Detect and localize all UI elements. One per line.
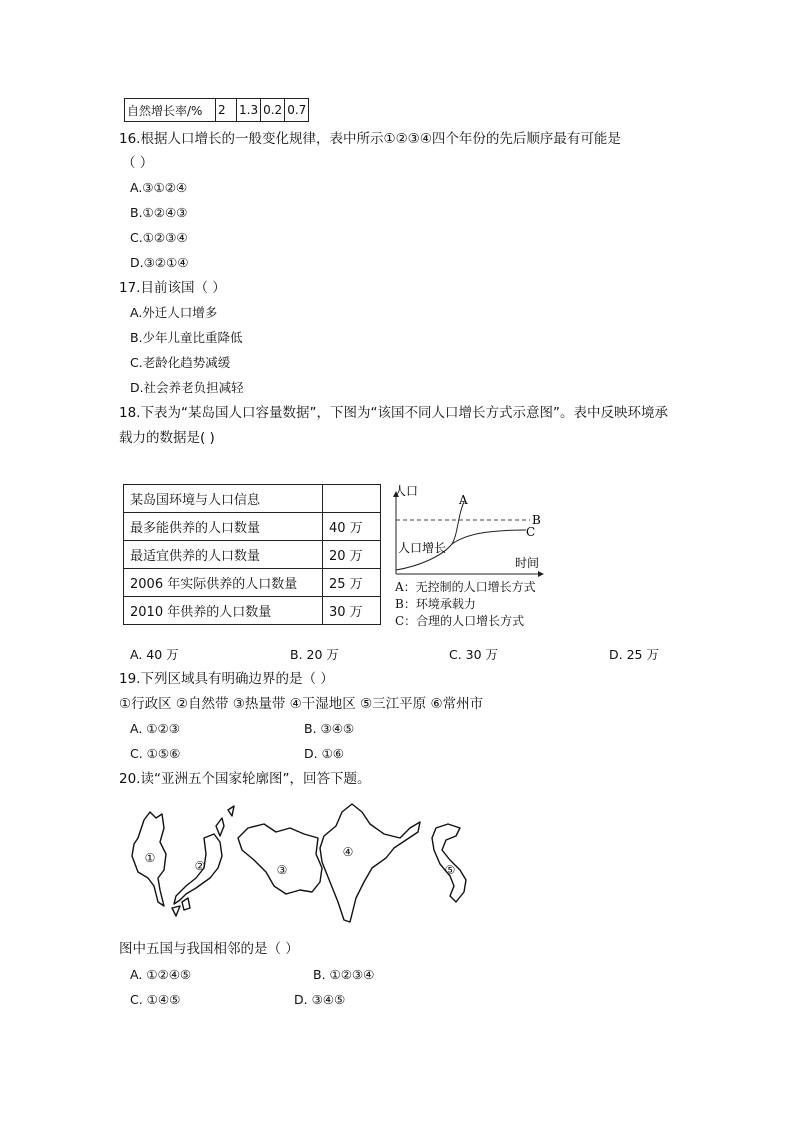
q16-stem: 16.根据人口增长的一般变化规律，表中所示①②③④四个年份的先后顺序最有可能是 xyxy=(119,131,621,147)
table-value-cell: 25 万 xyxy=(323,569,381,597)
q20-option-c[interactable]: C. ①④⑤ xyxy=(130,992,181,1007)
q18-stem-line2: 载力的数据是( ) xyxy=(119,430,215,446)
map-label-2: ② xyxy=(194,859,206,873)
uncontrolled-growth-curve-a xyxy=(396,502,464,570)
q19-items: ①行政区 ②自然带 ③热量带 ④干湿地区 ⑤三江平原 ⑥常州市 xyxy=(119,696,484,712)
map-label-4: ④ xyxy=(342,845,354,859)
country-outline-4 xyxy=(320,804,420,922)
q18-stem-line1: 18.下表为“某岛国人口容量数据”，下图为“该国不同人口增长方式示意图”。表中反映环境承 xyxy=(119,405,668,421)
y-axis-label: 人口 xyxy=(394,484,419,498)
reasonable-growth-curve-c xyxy=(452,530,526,544)
table-row xyxy=(124,485,381,513)
graph-legend-b: B：环境承载力 xyxy=(395,597,476,611)
q20-option-b[interactable]: B. ①②③④ xyxy=(313,967,375,982)
table-value-cell: 40 万 xyxy=(323,513,381,541)
q17-option-a[interactable]: A.外迁人口增多 xyxy=(130,305,218,320)
table-value-cell: 20 万 xyxy=(323,541,381,569)
x-axis-label: 时间 xyxy=(515,556,540,570)
q20-option-a[interactable]: A. ①②④⑤ xyxy=(130,967,192,982)
island-population-table xyxy=(123,484,381,625)
table-value-cell: 30 万 xyxy=(323,597,381,625)
q17-option-d[interactable]: D.社会养老负担减轻 xyxy=(130,380,244,395)
population-growth-graph xyxy=(380,478,555,588)
q17-stem: 17.目前该国（ ） xyxy=(119,280,226,296)
q20-stem: 20.读“亚洲五个国家轮廓图”，回答下题。 xyxy=(119,771,371,787)
rate-value-cell: 1.3 xyxy=(237,99,261,122)
natural-growth-rate-table xyxy=(124,98,309,122)
q19-option-c[interactable]: C. ①⑤⑥ xyxy=(130,746,181,761)
q18-option-b[interactable]: B. 20 万 xyxy=(290,647,339,662)
graph-legend-a: A：无控制的人口增长方式 xyxy=(395,580,536,594)
table-label-cell: 最适宜供养的人口数量 xyxy=(124,541,323,569)
q18-option-d[interactable]: D. 25 万 xyxy=(609,647,659,662)
q19-option-a[interactable]: A. ①②③ xyxy=(130,721,180,736)
table-label-cell: 最多能供养的人口数量 xyxy=(124,513,323,541)
q16-option-b[interactable]: B.①②④③ xyxy=(130,205,188,220)
q19-option-b[interactable]: B. ③④⑤ xyxy=(304,721,355,736)
q20-option-d[interactable]: D. ③④⑤ xyxy=(294,992,346,1007)
map-label-3: ③ xyxy=(276,863,288,877)
table-header-empty-cell xyxy=(323,485,381,513)
curve-label-b: B xyxy=(532,513,541,527)
q16-paren: （ ） xyxy=(122,155,154,171)
q19-stem: 19.下列区域具有明确边界的是（ ） xyxy=(119,671,334,687)
q18-option-c[interactable]: C. 30 万 xyxy=(449,647,499,662)
q17-option-c[interactable]: C.老龄化趋势减缓 xyxy=(130,355,231,370)
country-outline-3 xyxy=(238,824,322,894)
q20-question: 图中五国与我国相邻的是（ ） xyxy=(119,941,299,957)
asia-country-outlines-map xyxy=(124,798,484,928)
population-growth-label: 人口增长 xyxy=(398,541,447,555)
q17-option-b[interactable]: B.少年儿童比重降低 xyxy=(130,330,243,345)
q16-option-c[interactable]: C.①②③④ xyxy=(130,230,188,245)
table-header-cell: 某岛国环境与人口信息 xyxy=(124,485,323,513)
rate-value-cell: 0.2 xyxy=(261,99,285,122)
table-row xyxy=(124,541,381,569)
table-row xyxy=(124,597,381,625)
table-row xyxy=(125,99,309,122)
rate-label-cell: 自然增长率/% xyxy=(125,99,216,122)
q18-option-a[interactable]: A. 40 万 xyxy=(130,647,179,662)
map-label-1: ① xyxy=(144,851,156,865)
curve-label-a: A xyxy=(459,493,468,507)
table-row xyxy=(124,513,381,541)
curve-label-c: C xyxy=(526,525,536,539)
map-label-5: ⑤ xyxy=(444,863,456,877)
q16-option-a[interactable]: A.③①②④ xyxy=(130,180,188,195)
rate-value-cell: 2 xyxy=(216,99,237,122)
rate-value-cell: 0.7 xyxy=(285,99,309,122)
q16-option-d[interactable]: D.③②①④ xyxy=(130,255,189,270)
graph-legend-c: C：合理的人口增长方式 xyxy=(395,614,525,628)
table-row xyxy=(124,569,381,597)
q19-option-d[interactable]: D. ①⑥ xyxy=(304,746,344,761)
table-label-cell: 2006 年实际供养的人口数量 xyxy=(124,569,323,597)
table-label-cell: 2010 年供养的人口数量 xyxy=(124,597,323,625)
